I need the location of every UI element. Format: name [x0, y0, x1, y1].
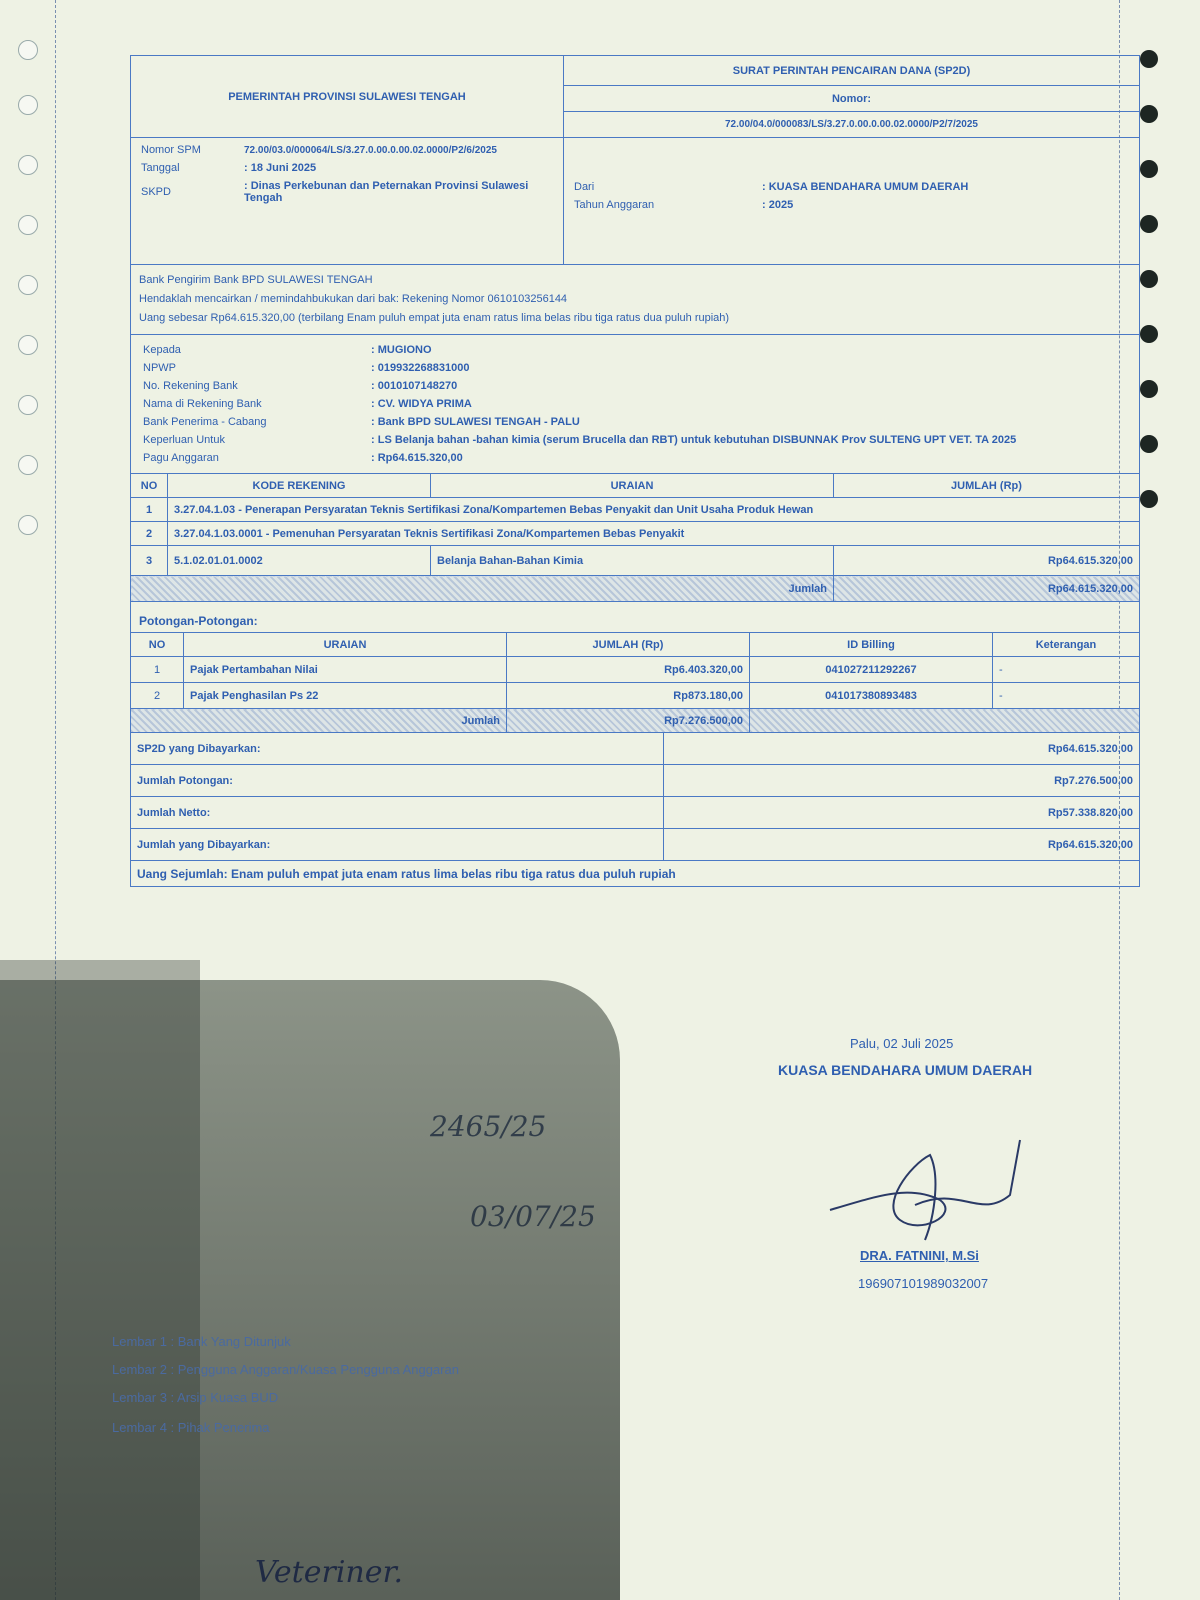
dari-label: Dari [574, 181, 595, 193]
row-no: 2 [131, 522, 168, 546]
bank-instruksi: Hendaklah mencairkan / memindahbukukan dari bak: Rekening Nomor 0610103256144 [139, 293, 568, 305]
row-jumlah: Rp64.615.320,00 [834, 546, 1140, 576]
tahun-value: : 2025 [762, 199, 794, 211]
tahun-label: Tahun Anggaran [574, 199, 655, 211]
perforation-hole [18, 155, 38, 175]
penerima-label: No. Rekening Bank [143, 380, 238, 392]
col-billing: ID Billing [750, 633, 993, 657]
perforation-hole [18, 215, 38, 235]
row-jumlah: Rp6.403.320,00 [507, 657, 750, 683]
row-uraian: Belanja Bahan-Bahan Kimia [431, 546, 834, 576]
row-no: 2 [131, 683, 184, 709]
perforation-hole [1140, 160, 1158, 178]
signer-nip: 196907101989032007 [858, 1276, 989, 1291]
perforation-hole [18, 95, 38, 115]
row-jumlah: Rp873.180,00 [507, 683, 750, 709]
bank-uang: Uang sebesar Rp64.615.320,00 (terbilang Enam puluh empat juta enam ratus lima belas ribu tiga ratus dua puluh rupiah) [139, 312, 730, 324]
doc-title: SURAT PERINTAH PENCAIRAN DANA (SP2D) [564, 56, 1140, 86]
handwritten-veteriner: Veteriner. [255, 1555, 404, 1590]
table-row [131, 498, 1140, 522]
penerima-value: : MUGIONO [371, 344, 432, 356]
perforation-hole [18, 275, 38, 295]
potongan-title: Potongan-Potongan: [130, 602, 1140, 633]
tanggal-label: Tanggal [141, 162, 180, 174]
row-no: 1 [131, 498, 168, 522]
table-row [131, 546, 1140, 576]
rekening-table [130, 473, 1140, 602]
row-billing: 041027211292267 [750, 657, 993, 683]
nomor-label: Nomor: [564, 86, 1140, 112]
row-billing: 041017380893483 [750, 683, 993, 709]
perforation-hole [18, 40, 38, 60]
potongan-jumlah-label: Jumlah [131, 709, 507, 733]
dari-value: : KUASA BENDAHARA UMUM DAERAH [762, 181, 969, 193]
penerima-label: Nama di Rekening Bank [143, 398, 262, 410]
row-uraian: Pajak Penghasilan Ps 22 [184, 683, 507, 709]
perforation-hole [18, 335, 38, 355]
penerima-value: : Bank BPD SULAWESI TENGAH - PALU [371, 416, 580, 428]
row-kode: 3.27.04.1.03.0001 - Pemenuhan Persyaratan Teknis Sertifikasi Zona/Kompartemen Bebas Penyakit [168, 522, 1140, 546]
signature-scribble [820, 1125, 1030, 1255]
col-keterangan: Keterangan [993, 633, 1140, 657]
potongan-table [130, 632, 1140, 733]
table-row [131, 657, 1140, 683]
perforation-hole [1140, 435, 1158, 453]
nomor-spm-label: Nomor SPM [141, 144, 201, 156]
perforation-hole [1140, 380, 1158, 398]
lembar-note: Lembar 3 : Arsip Kuasa BUD [112, 1390, 279, 1405]
nomor-value: 72.00/04.0/000083/LS/3.27.0.00.0.00.02.0000/P2/7/2025 [564, 112, 1140, 138]
penerima-label: Bank Penerima - Cabang [143, 416, 267, 428]
table-row [131, 522, 1140, 546]
perforation-hole [1140, 490, 1158, 508]
rekening-jumlah-label: Jumlah [131, 576, 834, 602]
penerima-label: NPWP [143, 362, 176, 374]
col-no: NO [131, 633, 184, 657]
perforation-hole [1140, 215, 1158, 233]
lembar-note: Lembar 4 : Pihak Penerima [112, 1420, 270, 1435]
penerima-label: Keperluan Untuk [143, 434, 225, 446]
perforation-hole [18, 455, 38, 475]
row-keterangan: - [993, 683, 1140, 709]
row-no: 3 [131, 546, 168, 576]
signer-name: DRA. FATNINI, M.Si [860, 1248, 979, 1263]
summary-value: Rp64.615.320,00 [664, 733, 1140, 765]
perforation-hole [1140, 50, 1158, 68]
hand-shadow [0, 960, 200, 1600]
penerima-section [130, 335, 1140, 474]
col-uraian: URAIAN [184, 633, 507, 657]
summary-label: Jumlah yang Dibayarkan: [131, 829, 664, 861]
spm-table [130, 137, 1140, 265]
terbilang: Uang Sejumlah: Enam puluh empat juta enam ratus lima belas ribu tiga ratus dua puluh rupiah [131, 861, 1140, 887]
summary-label: Jumlah Netto: [131, 797, 664, 829]
penerima-value: : CV. WIDYA PRIMA [371, 398, 472, 410]
potongan-jumlah-value: Rp7.276.500,00 [507, 709, 750, 733]
summary-value: Rp7.276.500,00 [664, 765, 1140, 797]
perforation-hole [1140, 325, 1158, 343]
lembar-note: Lembar 2 : Pengguna Anggaran/Kuasa Pengguna Anggaran [112, 1362, 459, 1377]
row-kode: 3.27.04.1.03 - Penerapan Persyaratan Teknis Sertifikasi Zona/Kompartemen Bebas Penyakit dan Unit Usaha Produk Hewan [168, 498, 1140, 522]
penerima-value: : 0010107148270 [371, 380, 458, 392]
table-row [131, 683, 1140, 709]
government-name: PEMERINTAH PROVINSI SULAWESI TENGAH [131, 56, 564, 138]
penerima-value: : Rp64.615.320,00 [371, 452, 463, 464]
bank-section [130, 265, 1140, 335]
rekening-jumlah-value: Rp64.615.320,00 [834, 576, 1140, 602]
penerima-value: : LS Belanja bahan -bahan kimia (serum Brucella dan RBT) untuk kebutuhan DISBUNNAK Prov SULTENG UPT VET. TA 2025 [371, 434, 1017, 446]
penerima-label: Pagu Anggaran [143, 452, 219, 464]
penerima-label: Kepada [143, 344, 181, 356]
col-jumlah: JUMLAH (Rp) [834, 474, 1140, 498]
summary-value: Rp64.615.320,00 [664, 829, 1140, 861]
skpd-label: SKPD [141, 186, 171, 198]
col-kode: KODE REKENING [168, 474, 431, 498]
col-jumlah: JUMLAH (Rp) [507, 633, 750, 657]
perforation-hole [18, 515, 38, 535]
nomor-spm-value: 72.00/03.0/000064/LS/3.27.0.00.0.00.02.0000/P2/6/2025 [244, 144, 497, 156]
row-no: 1 [131, 657, 184, 683]
row-uraian: Pajak Pertambahan Nilai [184, 657, 507, 683]
lembar-note: Lembar 1 : Bank Yang Ditunjuk [112, 1334, 291, 1349]
header-table [130, 55, 1140, 138]
summary-value: Rp57.338.820,00 [664, 797, 1140, 829]
row-kode: 5.1.02.01.01.0002 [168, 546, 431, 576]
perforation-hole [18, 395, 38, 415]
summary-table [130, 732, 1140, 887]
summary-label: SP2D yang Dibayarkan: [131, 733, 664, 765]
perforation-hole [1140, 270, 1158, 288]
signer-role: KUASA BENDAHARA UMUM DAERAH [778, 1062, 1033, 1078]
penerima-value: : 019932268831000 [371, 362, 470, 374]
col-uraian: URAIAN [431, 474, 834, 498]
skpd-value: : Dinas Perkebunan dan Peternakan Provinsi Sulawesi Tengah [244, 180, 529, 204]
place-date: Palu, 02 Juli 2025 [850, 1036, 954, 1051]
row-keterangan: - [993, 657, 1140, 683]
bank-pengirim: Bank Pengirim Bank BPD SULAWESI TENGAH [139, 274, 373, 286]
tanggal-value: : 18 Juni 2025 [244, 162, 317, 174]
summary-label: Jumlah Potongan: [131, 765, 664, 797]
sp2d-document [130, 55, 1140, 887]
perforation-hole [1140, 105, 1158, 123]
col-no: NO [131, 474, 168, 498]
